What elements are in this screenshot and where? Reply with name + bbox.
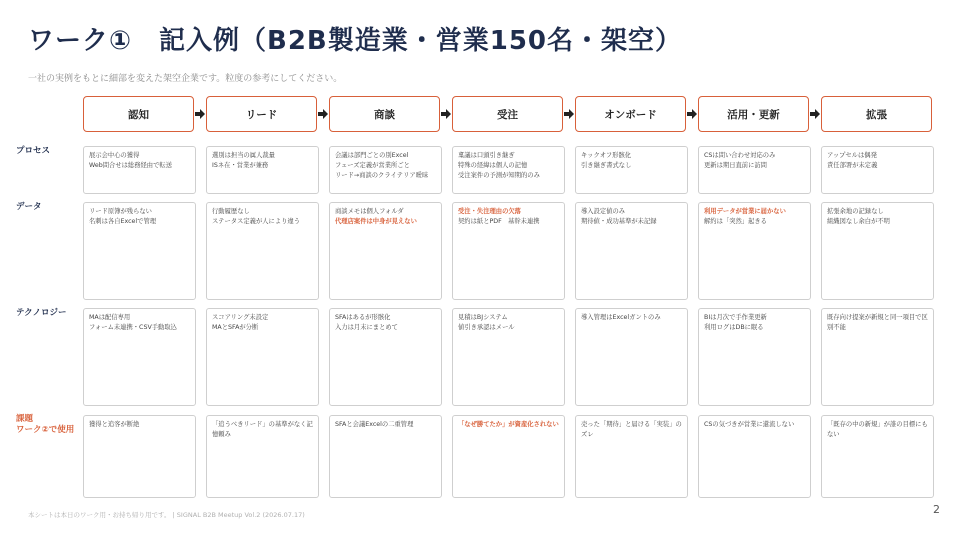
grid-cell [329, 415, 442, 498]
cell-text: 導入管理はExcelガントのみ [581, 314, 661, 321]
cell-text: キックオフ形骸化 [581, 152, 632, 159]
cell-text: 見積はBJシステム [458, 314, 508, 321]
grid-cell [452, 202, 565, 300]
cell-text: 利用ログはDBに眠る [704, 324, 764, 331]
row-label: プロセス [16, 146, 51, 156]
cell-text: 受注案件の予測が知期的のみ [458, 172, 540, 179]
row-label: データ [16, 202, 42, 212]
grid-cell [821, 202, 934, 300]
grid-cell [698, 308, 811, 406]
cell-text: 獲得と追客が断絶 [89, 421, 140, 428]
cell-text: 「既存の中の新規」が誰の目標にもない [827, 421, 928, 438]
page-number: 2 [933, 503, 940, 516]
arrow-right-icon [686, 96, 698, 132]
cell-text: ステータス定義が人により違う [212, 218, 301, 225]
grid-cell [821, 415, 934, 498]
stage-box: オンボード [575, 96, 686, 132]
cell-text: SFAと会議Excelの二重管理 [335, 421, 414, 428]
cell-text: 稟議は口頭引き継ぎ [458, 152, 515, 159]
cell-text: リード原簿が残らない [89, 208, 152, 215]
grid-cell [329, 146, 442, 194]
cell-text: 「なぜ勝てたか」が資産化されない [458, 421, 559, 428]
cell-text: 売った「期待」と届ける「実装」のズレ [581, 421, 682, 438]
cell-text: 責任部署が未定義 [827, 162, 878, 169]
footer-note: 本シートは本日のワーク用・お持ち帰り用です。 | SIGNAL B2B Meetup Vol.2 (2026.07.17) [28, 511, 305, 519]
grid-cell [575, 146, 688, 194]
row-label: 課題 ワーク②で使用 [16, 414, 75, 435]
cell-text: 解約は「突然」起きる [704, 218, 767, 225]
cell-text: 期待値・成功基準が未記録 [581, 218, 657, 225]
grid-cell [698, 202, 811, 300]
cell-text: MAとSFAが分断 [212, 324, 259, 331]
grid-cell [452, 308, 565, 406]
cell-text: 選別は担当の属人裁量 [212, 152, 275, 159]
cell-text: 特殊の経緯は個人の記憶 [458, 162, 528, 169]
cell-text: 名刺は各自Excelで管理 [89, 218, 157, 225]
cell-text: スコアリング未設定 [212, 314, 269, 321]
grid-cell [575, 415, 688, 498]
stage-box: 商談 [329, 96, 440, 132]
cell-text: CSは問い合わせ対応のみ [704, 152, 776, 159]
page-subtitle: 一社の実例をもとに細部を変えた架空企業です。粒度の参考にしてください。 [28, 74, 343, 84]
grid-cell [575, 202, 688, 300]
cell-text: 引き継ぎ書式なし [581, 162, 632, 169]
grid-cell [206, 308, 319, 406]
cell-text: 商談メモは個人フォルダ [335, 208, 404, 215]
grid-cell [452, 415, 565, 498]
cell-text: 拡張余地の記録なし [827, 208, 884, 215]
cell-text: 入力は月末にまとめて [335, 324, 398, 331]
stage-box: 受注 [452, 96, 563, 132]
cell-text: 利用データが営業に届かない [704, 208, 786, 215]
row-label: テクノロジー [16, 308, 67, 318]
cell-text: フォーム未連携・CSV手動取込 [89, 324, 177, 331]
grid-cell [83, 308, 196, 406]
cell-text: 導入設定値のみ [581, 208, 626, 215]
cell-text: アップセルは偶発 [827, 152, 877, 159]
grid-cell [698, 415, 811, 498]
cell-text: CSの気づきが営業に還流しない [704, 421, 795, 428]
grid-cell [206, 202, 319, 300]
stage-box: 認知 [83, 96, 194, 132]
cell-text: SFAはあるが形骸化 [335, 314, 391, 321]
grid-cell [329, 202, 442, 300]
cell-text: 既存向け提案が新規と同一項目で区別不能 [827, 314, 928, 331]
arrow-right-icon [809, 96, 821, 132]
stage-box: 拡張 [821, 96, 932, 132]
arrow-right-icon [563, 96, 575, 132]
grid-cell [698, 146, 811, 194]
cell-text: リード→商談のクライテリア曖昧 [335, 172, 429, 179]
stage-box: 活用・更新 [698, 96, 809, 132]
grid-cell [452, 146, 565, 194]
grid-cell [83, 415, 196, 498]
cell-text: 組織図なし余白が不明 [827, 218, 890, 225]
cell-text: 行動履歴なし [212, 208, 250, 215]
grid-cell [83, 146, 196, 194]
cell-text: Web問合せは総務経由で転送 [89, 162, 172, 169]
cell-text: BIは月次で手作業更新 [704, 314, 767, 321]
stage-box: リード [206, 96, 317, 132]
arrow-right-icon [440, 96, 452, 132]
cell-text: 更新は期日直前に訪問 [704, 162, 767, 169]
cell-text: 代理店案件は中身が見えない [335, 218, 417, 225]
grid-cell [83, 202, 196, 300]
cell-text: 契約は紙とPDF 基幹未連携 [458, 218, 540, 225]
cell-text: 「追うべきリード」の基準がなく記憶頼み [212, 421, 313, 438]
cell-text: 値引き承認はメール [458, 324, 515, 331]
cell-text: 展示会中心の獲得 [89, 152, 140, 159]
arrow-right-icon [317, 96, 329, 132]
grid-cell [821, 308, 934, 406]
cell-text: MAは配信専用 [89, 314, 131, 321]
grid-cell [575, 308, 688, 406]
page-title: ワーク① 記入例（B2B製造業・営業150名・架空） [28, 26, 683, 56]
arrow-right-icon [194, 96, 206, 132]
cell-text: 受注・失注理由の欠落 [458, 208, 521, 215]
cell-text: 会議は部門ごとの別Excel [335, 152, 409, 159]
stage-header-row [83, 96, 932, 132]
cell-text: ISネ在・営業が兼務 [212, 162, 269, 169]
cell-text: フェーズ定義が営業所ごと [335, 162, 410, 169]
grid-cell [329, 308, 442, 406]
grid-cell [821, 146, 934, 194]
grid-cell [206, 146, 319, 194]
grid-cell [206, 415, 319, 498]
